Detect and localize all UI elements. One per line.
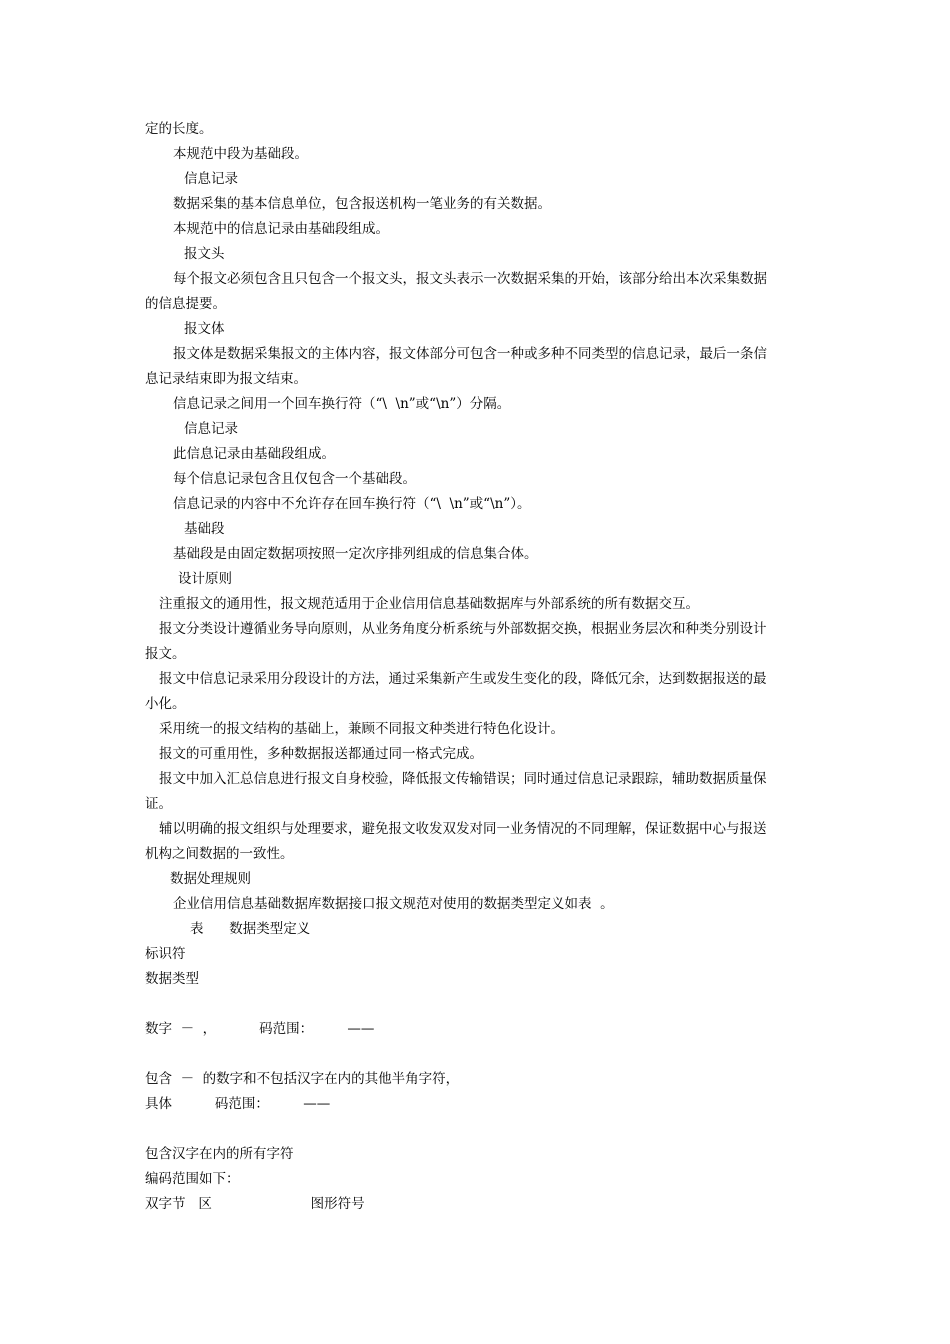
text-line: 小化。: [145, 696, 186, 712]
section-heading: 报文头: [184, 246, 225, 262]
text-line: 机构之间数据的一致性。: [145, 846, 294, 862]
text-line: 数据采集的基本信息单位，包含报送机构一笔业务的有关数据。: [173, 196, 551, 212]
text-line: 每个信息记录包含且仅包含一个基础段。: [173, 471, 416, 487]
text-line: 定的长度。: [145, 121, 213, 137]
text-line: 报文体是数据采集报文的主体内容，报文体部分可包含一种或多种不同类型的信息记录，最后一条信: [173, 346, 767, 362]
text-line: 采用统一的报文结构的基础上，兼顾不同报文种类进行特色化设计。: [159, 721, 564, 737]
table-caption: 表 数据类型定义: [190, 921, 311, 937]
section-heading: 设计原则: [178, 571, 232, 587]
text-line: 本规范中的信息记录由基础段组成。: [173, 221, 389, 237]
section-heading: 基础段: [184, 521, 225, 537]
text-line: 双字节 区 图形符号: [145, 1196, 365, 1212]
text-line: 数字 － ， 码范围： ——: [145, 1021, 375, 1037]
section-heading: 报文体: [184, 321, 225, 337]
text-line: 信息记录之间用一个回车换行符（“\ \n”或“\n”）分隔。: [173, 396, 511, 412]
text-line: 此信息记录由基础段组成。: [173, 446, 335, 462]
text-line: 证。: [145, 796, 172, 812]
text-line: 包含 － 的数字和不包括汉字在内的其他半角字符，: [145, 1071, 460, 1087]
text-line: 标识符: [145, 946, 186, 962]
text-line: 每个报文必须包含且只包含一个报文头，报文头表示一次数据采集的开始，该部分给出本次采集数据: [173, 271, 767, 287]
text-line: 本规范中段为基础段。: [173, 146, 308, 162]
text-line: 信息记录的内容中不允许存在回车换行符（“\ \n”或“\n”）。: [173, 496, 531, 512]
text-line: 辅以明确的报文组织与处理要求，避免报文收发双发对同一业务情况的不同理解，保证数据中心与报送: [159, 821, 767, 837]
text-line: 的信息提要。: [145, 296, 226, 312]
text-line: 报文的可重用性，多种数据报送都通过同一格式完成。: [159, 746, 483, 762]
text-line: 包含汉字在内的所有字符: [145, 1146, 294, 1162]
section-heading: 信息记录: [184, 171, 238, 187]
text-line: 注重报文的通用性，报文规范适用于企业信用信息基础数据库与外部系统的所有数据交互。: [159, 596, 699, 612]
section-heading: 信息记录: [184, 421, 238, 437]
text-line: 报文分类设计遵循业务导向原则，从业务角度分析系统与外部数据交换，根据业务层次和种类分别设计: [159, 621, 767, 637]
text-line: 编码范围如下：: [145, 1171, 240, 1187]
text-line: 具体 码范围： ——: [145, 1096, 331, 1112]
text-line: 数据类型: [145, 971, 199, 987]
section-heading: 数据处理规则: [170, 871, 251, 887]
text-line: 基础段是由固定数据项按照一定次序排列组成的信息集合体。: [173, 546, 538, 562]
text-line: 报文。: [145, 646, 186, 662]
text-line: 报文中加入汇总信息进行报文自身校验，降低报文传输错误；同时通过信息记录跟踪，辅助数据质量保: [159, 771, 767, 787]
text-line: 息记录结束即为报文结束。: [145, 371, 307, 387]
text-line: 企业信用信息基础数据库数据接口报文规范对使用的数据类型定义如表 。: [173, 896, 614, 912]
text-line: 报文中信息记录采用分段设计的方法，通过采集新产生或发生变化的段，降低冗余，达到数据报送的最: [159, 671, 767, 687]
